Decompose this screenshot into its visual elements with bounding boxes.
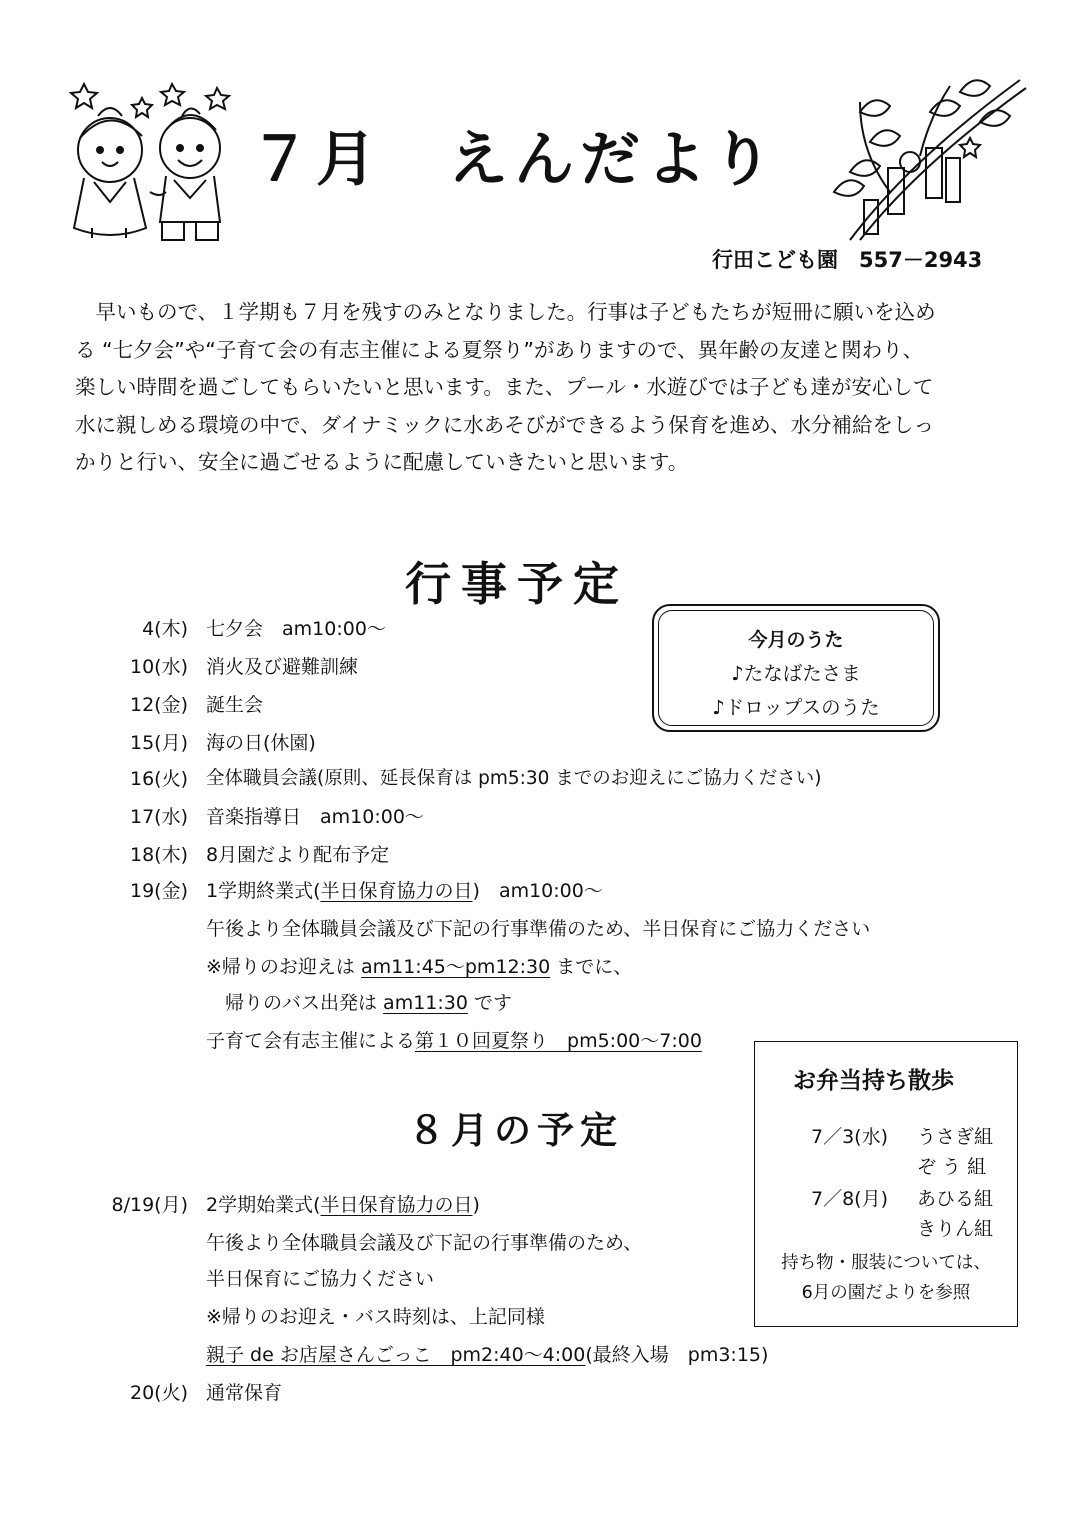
bento-box-title: お弁当持ち散歩 [793, 1068, 954, 1094]
event-text: 2学期始業式(半日保育協力の日) [206, 1194, 480, 1216]
event-detail-line: 半日保育にご協力ください [206, 1268, 435, 1290]
events-heading: 行事予定 [405, 557, 629, 611]
event-text: 音楽指導日 am10:00～ [206, 806, 424, 828]
bento-walk-box [754, 1041, 1018, 1327]
event-text: 七夕会 am10:00～ [206, 618, 386, 640]
bento-group: あひる組 [917, 1188, 994, 1210]
event-text: 海の日(休園) [206, 732, 316, 754]
bamboo-tanzaku-illustration [830, 72, 1030, 244]
kindergarten-name-phone: 行田こども園 557－2943 [712, 248, 983, 272]
bento-group: きりん組 [917, 1218, 994, 1240]
song-item: ♪ドロップスのうた [712, 696, 880, 719]
event-detail-line: ※帰りのお迎えは am11:45～pm12:30 までに、 [206, 956, 633, 978]
intro-line: 早いもので、１学期も７月を残すのみとなりました。行事は子どもたちが短冊に願いを込め [75, 300, 936, 324]
event-date: 18(木) [129, 844, 188, 866]
bento-date: 7／8(月) [811, 1188, 889, 1210]
tanabata-couple-illustration [62, 78, 252, 250]
event-text: 8月園だより配布予定 [206, 844, 390, 866]
event-date: 16(火) [129, 768, 188, 790]
intro-line: かりと行い、安全に過ごせるように配慮していきたいと思います。 [75, 450, 689, 474]
event-detail-line: 親子 de お店屋さんごっこ pm2:40～4:00(最終入場 pm3:15) [206, 1344, 769, 1366]
bento-note-line: 持ち物・服装については、 [781, 1253, 991, 1273]
event-detail-line: 帰りのバス出発は am11:30 です [206, 992, 512, 1014]
song-item: ♪たなばたさま [731, 662, 861, 685]
event-detail-line: 子育て会有志主催による第１０回夏祭り pm5:00～7:00 [206, 1030, 702, 1052]
event-detail-line: ※帰りのお迎え・バス時刻は、上記同様 [206, 1306, 545, 1328]
intro-line: 楽しい時間を過ごしてもらいたいと思います。また、プール・水遊びでは子ども達が安心して [75, 375, 934, 399]
bento-note-line: 6月の園だよりを参照 [801, 1283, 971, 1303]
august-heading: ８月の予定 [408, 1109, 623, 1152]
event-date: 4(木) [142, 618, 188, 640]
song-of-month-box [652, 604, 940, 732]
event-text: 全体職員会議(原則、延長保育は pm5:30 までのお迎えにご協力ください) [206, 768, 822, 789]
bento-group: うさぎ組 [917, 1126, 994, 1148]
intro-line: 水に親しめる環境の中で、ダイナミックに水あそびができるよう保育を進め、水分補給をしっ [75, 412, 934, 437]
event-date: 17(水) [129, 806, 188, 828]
event-date: 20(火) [129, 1382, 188, 1404]
bento-group: ぞ う 組 [917, 1156, 987, 1178]
star-icon [71, 84, 229, 117]
intro-line: る “七夕会”や“子育て会の有志主催による夏祭り”がありますので、異年齢の友達と関わり、 [75, 337, 924, 362]
event-text: 誕生会 [206, 694, 264, 716]
event-detail-line: 午後より全体職員会議及び下記の行事準備のため、 [206, 1232, 643, 1254]
event-date: 19(金) [129, 880, 188, 902]
intro-paragraph [75, 294, 1015, 482]
event-date: 12(金) [129, 694, 188, 716]
event-date: 15(月) [129, 732, 188, 754]
page-title: ７月 えんだより [250, 125, 778, 195]
event-detail-line: 午後より全体職員会議及び下記の行事準備のため、半日保育にご協力ください [206, 918, 871, 940]
bento-date: 7／3(水) [811, 1126, 889, 1148]
event-text: 通常保育 [206, 1382, 283, 1404]
event-text: 1学期終業式(半日保育協力の日) am10:00～ [206, 880, 603, 902]
event-date: 10(水) [129, 656, 188, 678]
song-box-title: 今月のうた [748, 629, 844, 651]
event-text: 消火及び避難訓練 [206, 656, 359, 678]
event-date: 8/19(月) [111, 1194, 188, 1216]
